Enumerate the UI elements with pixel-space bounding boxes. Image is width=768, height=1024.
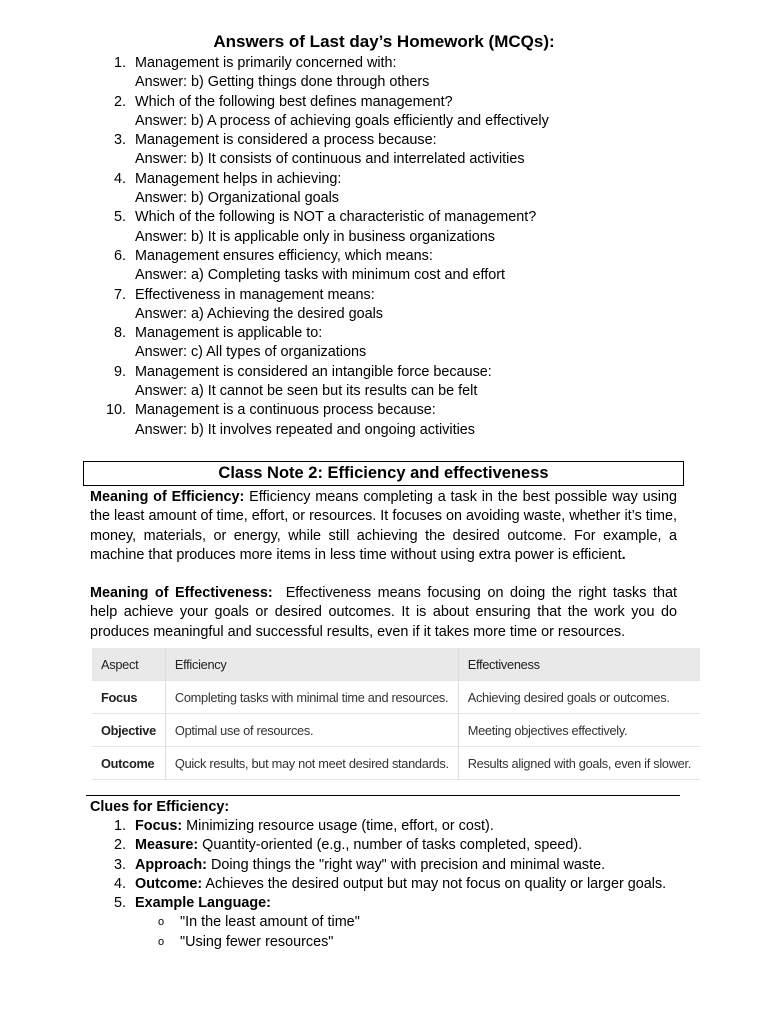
item-number: 6. xyxy=(113,247,126,264)
column-header: Effectiveness xyxy=(458,648,700,681)
item-number: 9. xyxy=(113,363,126,380)
item-number: 1. xyxy=(113,818,126,834)
item-number: 5. xyxy=(113,209,126,226)
table-cell: Focus xyxy=(92,681,165,714)
column-header: Efficiency xyxy=(165,648,458,681)
list-item xyxy=(135,913,677,932)
table-cell: Quick results, but may not meet desired standards. xyxy=(165,747,458,780)
table-row xyxy=(92,747,700,780)
question-text: Which of the following best defines management? xyxy=(135,93,453,110)
class-note-title: Class Note 2: Efficiency and effectiveness xyxy=(83,461,684,486)
table-header-row xyxy=(92,648,700,681)
item-number: 4. xyxy=(113,875,126,892)
list-item xyxy=(90,247,690,286)
table-cell: Outcome xyxy=(92,747,165,780)
homework-answer-list xyxy=(90,54,690,440)
circle-bullet-icon: o xyxy=(158,935,165,948)
question-text: Management is primarily concerned with: xyxy=(135,55,397,71)
list-item xyxy=(90,401,690,440)
question-text: Management is applicable to: xyxy=(135,325,323,342)
list-item xyxy=(90,363,690,402)
question-text: Management is a continuous process because: xyxy=(135,402,436,419)
clue-label: Outcome: xyxy=(135,875,203,892)
table-cell: Achieving desired goals or outcomes. xyxy=(458,681,700,714)
answer-text: Answer: a) It cannot be seen but its results can be felt xyxy=(135,383,478,400)
answer-text: Answer: a) Completing tasks with minimum cost and effort xyxy=(135,267,506,284)
list-item xyxy=(90,170,690,209)
item-number: 7. xyxy=(113,286,126,303)
item-number: 4. xyxy=(113,170,126,187)
list-item xyxy=(90,324,690,363)
efficiency-label: Meaning of Efficiency: xyxy=(90,489,245,505)
answer-text: Answer: b) A process of achieving goals efficiently and effectively xyxy=(135,112,549,129)
item-number: 1. xyxy=(113,55,126,71)
efficiency-text: Efficiency means completing a task in the best possible way using the least amount of time, effort, or resources. It focuses on avoiding waste, whether it’s time, money, materials, or energy, while still achieving the desired outcome. For example, a machine that produces more items in less time without using extra power is efficient xyxy=(90,489,678,563)
section-divider xyxy=(86,795,680,796)
table-cell: Objective xyxy=(92,714,165,747)
answer-text: Answer: b) It involves repeated and ongoing activities xyxy=(135,421,475,438)
question-text: Management helps in achieving: xyxy=(135,170,342,187)
list-item xyxy=(90,894,677,952)
effectiveness-text: Effectiveness means focusing on doing the right tasks that help achieve your goals or desired outcomes. It is about ensuring that the work you do produces meaningful and successful results, even if it takes more time or resources. xyxy=(90,585,681,640)
item-number: 3. xyxy=(113,132,126,149)
circle-bullet-icon: o xyxy=(158,916,165,929)
clue-text: Minimizing resource usage (time, effort, or cost). xyxy=(182,818,494,834)
item-number: 8. xyxy=(113,325,126,342)
example-language-list xyxy=(135,913,677,952)
comparison-table xyxy=(92,648,700,780)
list-item xyxy=(90,131,690,170)
list-item xyxy=(90,817,677,836)
table-row xyxy=(92,681,700,714)
homework-title: Answers of Last day’s Homework (MCQs): xyxy=(213,32,555,51)
clue-text: Achieves the desired output but may not focus on quality or larger goals. xyxy=(202,875,667,892)
answer-text: Answer: b) Getting things done through others xyxy=(135,74,430,91)
clue-text: Doing things the "right way" with precision and minimal waste. xyxy=(206,856,606,873)
item-number: 2. xyxy=(113,93,126,110)
example-text: "Using fewer resources" xyxy=(180,933,334,950)
list-item xyxy=(90,93,690,132)
table-cell: Optimal use of resources. xyxy=(165,714,458,747)
question-text: Effectiveness in management means: xyxy=(135,286,375,303)
effectiveness-paragraph xyxy=(90,584,681,642)
list-item xyxy=(90,54,690,93)
column-header: Aspect xyxy=(92,648,165,681)
item-number: 10. xyxy=(105,402,126,419)
item-number: 2. xyxy=(113,837,126,854)
item-number: 3. xyxy=(113,856,126,873)
question-text: Management is considered a process because: xyxy=(135,132,437,149)
clues-title: Clues for Efficiency: xyxy=(90,799,230,815)
efficiency-paragraph xyxy=(90,488,677,565)
example-text: "In the least amount of time" xyxy=(180,914,360,931)
clues-list xyxy=(90,817,677,952)
list-item xyxy=(90,836,677,855)
question-text: Management is considered an intangible force because: xyxy=(135,363,492,380)
list-item xyxy=(90,856,677,875)
clue-text: Quantity-oriented (e.g., number of tasks completed, speed). xyxy=(198,837,583,854)
answer-text: Answer: b) It consists of continuous and interrelated activities xyxy=(135,151,525,168)
list-item xyxy=(90,875,677,894)
effectiveness-label: Meaning of Effectiveness: xyxy=(90,585,273,601)
answer-text: Answer: c) All types of organizations xyxy=(135,344,367,361)
table-row xyxy=(92,714,700,747)
clue-label: Approach: xyxy=(135,856,207,873)
table-cell: Completing tasks with minimal time and resources. xyxy=(165,681,458,714)
answer-text: Answer: b) Organizational goals xyxy=(135,190,339,207)
item-number: 5. xyxy=(113,895,126,912)
question-text: Which of the following is NOT a characteristic of management? xyxy=(135,209,537,226)
answer-text: Answer: b) It is applicable only in business organizations xyxy=(135,228,495,245)
clue-label: Focus: xyxy=(135,818,183,834)
question-text: Management ensures efficiency, which means: xyxy=(135,247,433,264)
clue-label: Example Language: xyxy=(135,895,271,912)
list-item xyxy=(90,208,690,247)
efficiency-end: . xyxy=(621,546,626,563)
list-item xyxy=(90,286,690,325)
table-cell: Results aligned with goals, even if slower. xyxy=(458,747,700,780)
clue-label: Measure: xyxy=(135,837,199,854)
list-item xyxy=(135,933,677,952)
answer-text: Answer: a) Achieving the desired goals xyxy=(135,305,383,322)
table-cell: Meeting objectives effectively. xyxy=(458,714,700,747)
